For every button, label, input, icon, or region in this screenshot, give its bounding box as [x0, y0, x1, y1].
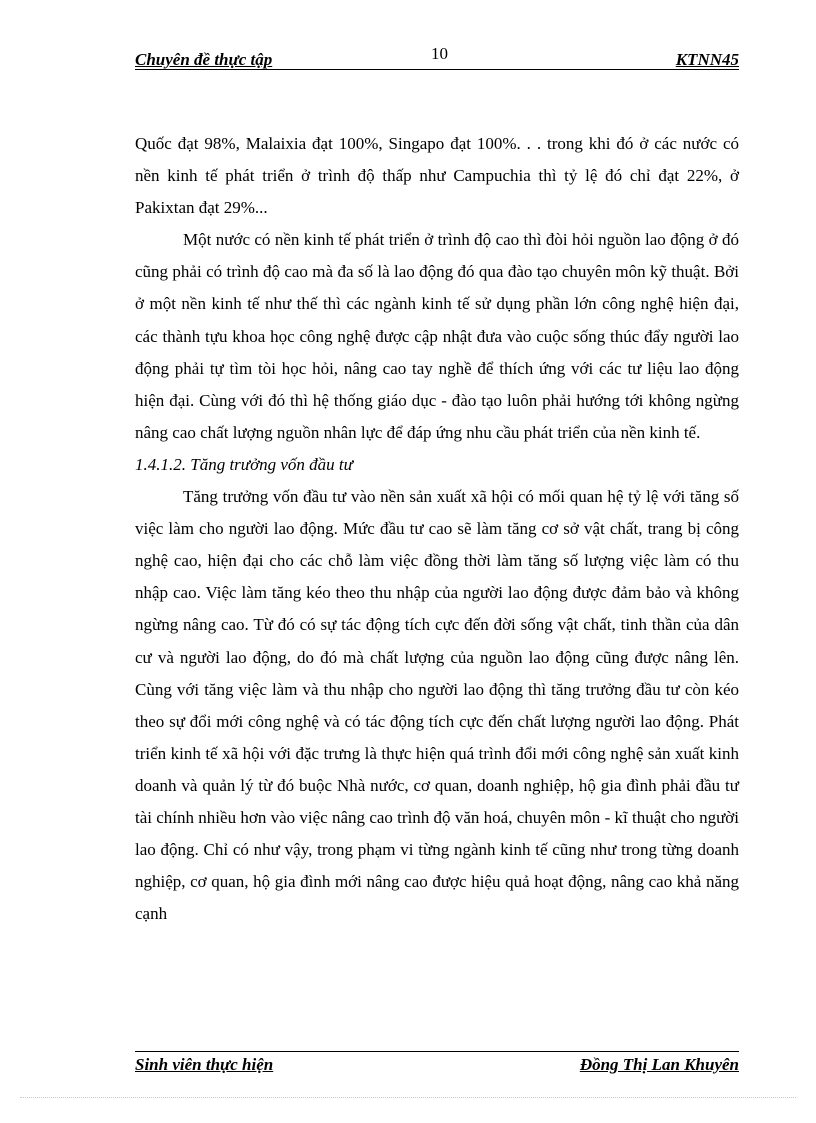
page-body — [135, 128, 739, 930]
page-edge-line — [20, 1097, 796, 1098]
footer-divider — [135, 1051, 739, 1052]
header-title: Chuyên đề thực tập — [135, 50, 273, 69]
footer-author: Đồng Thị Lan Khuyên — [579, 1055, 739, 1074]
header-divider — [135, 69, 739, 70]
page-number: 10 — [431, 44, 448, 63]
body-paragraph: Một nước có nền kinh tế phát triển ở trình độ cao thì đòi hỏi nguồn lao động ở đó cũng phải có trình độ cao mà đa số là lao động đó qua đào tạo chuyên môn kỹ thuật. Bởi ở một nền kinh tế như thế thì các ngành kinh tế sử dụng phần lớn công nghệ hiện đại, các thành tựu khoa học công nghệ được cập nhật đưa vào cuộc sống thúc đẩy người lao động phải tự tìm tòi học hỏi, nâng cao tay nghề để thích ứng với các tư liệu lao động hiện đại. Cùng với đó thì hệ thống giáo dục - đào tạo luôn phải hướng tới không ngừng nâng cao chất lượng nguồn nhân lực để đáp ứng nhu cầu phát triển của nền kinh tế. — [135, 230, 739, 442]
body-paragraph: Tăng trưởng vốn đầu tư vào nền sản xuất xã hội có mối quan hệ tỷ lệ với tăng số việc làm cho người lao động. Mức đầu tư cao sẽ làm tăng cơ sở vật chất, trang bị công nghệ cao, hiện đại cho các chỗ làm việc đồng thời làm tăng số lượng việc làm có thu nhập cao. Việc làm tăng kéo theo thu nhập của người lao động được đảm bảo và không ngừng nâng cao. Từ đó có sự tác động tích cực đến đời sống vật chất, tinh thần của dân cư và người lao động, do đó mà chất lượng của nguồn lao động cũng được nâng lên. Cùng với tăng việc làm và thu nhập cho người lao động thì tăng trưởng đầu tư còn kéo theo sự đổi mới công nghệ và có tác động tích cực đến chất lượng người lao động. Phát triển kinh tế xã hội với đặc trưng là thực hiện quá trình đổi mới công nghệ sản xuất kinh doanh và quản lý từ đó buộc Nhà nước, cơ quan, doanh nghiệp, hộ gia đình phải đầu tư tài chính nhiều hơn vào việc nâng cao trình độ văn hoá, chuyên môn - kĩ thuật cho người lao động. Chỉ có như vậy, trong phạm vi từng ngành kinh tế cũng như trong từng doanh nghiệp, cơ quan, hộ gia đình mới nâng cao được hiệu quả hoạt động, nâng cao khả năng cạnh — [135, 487, 739, 924]
footer-label: Sinh viên thực hiện — [135, 1055, 274, 1074]
section-heading: 1.4.1.2. Tăng trưởng vốn đầu tư — [135, 454, 353, 474]
page-footer — [135, 1055, 739, 1081]
page-header — [135, 44, 739, 72]
header-class-code: KTNN45 — [675, 50, 739, 69]
body-paragraph: Quốc đạt 98%, Malaixia đạt 100%, Singapo đạt 100%. . . trong khi đó ở các nước có nền kinh tế phát triển ở trình độ thấp như Campuchia thì tỷ lệ đó chỉ đạt 22%, ở Pakixtan đạt 29%... — [135, 134, 739, 218]
